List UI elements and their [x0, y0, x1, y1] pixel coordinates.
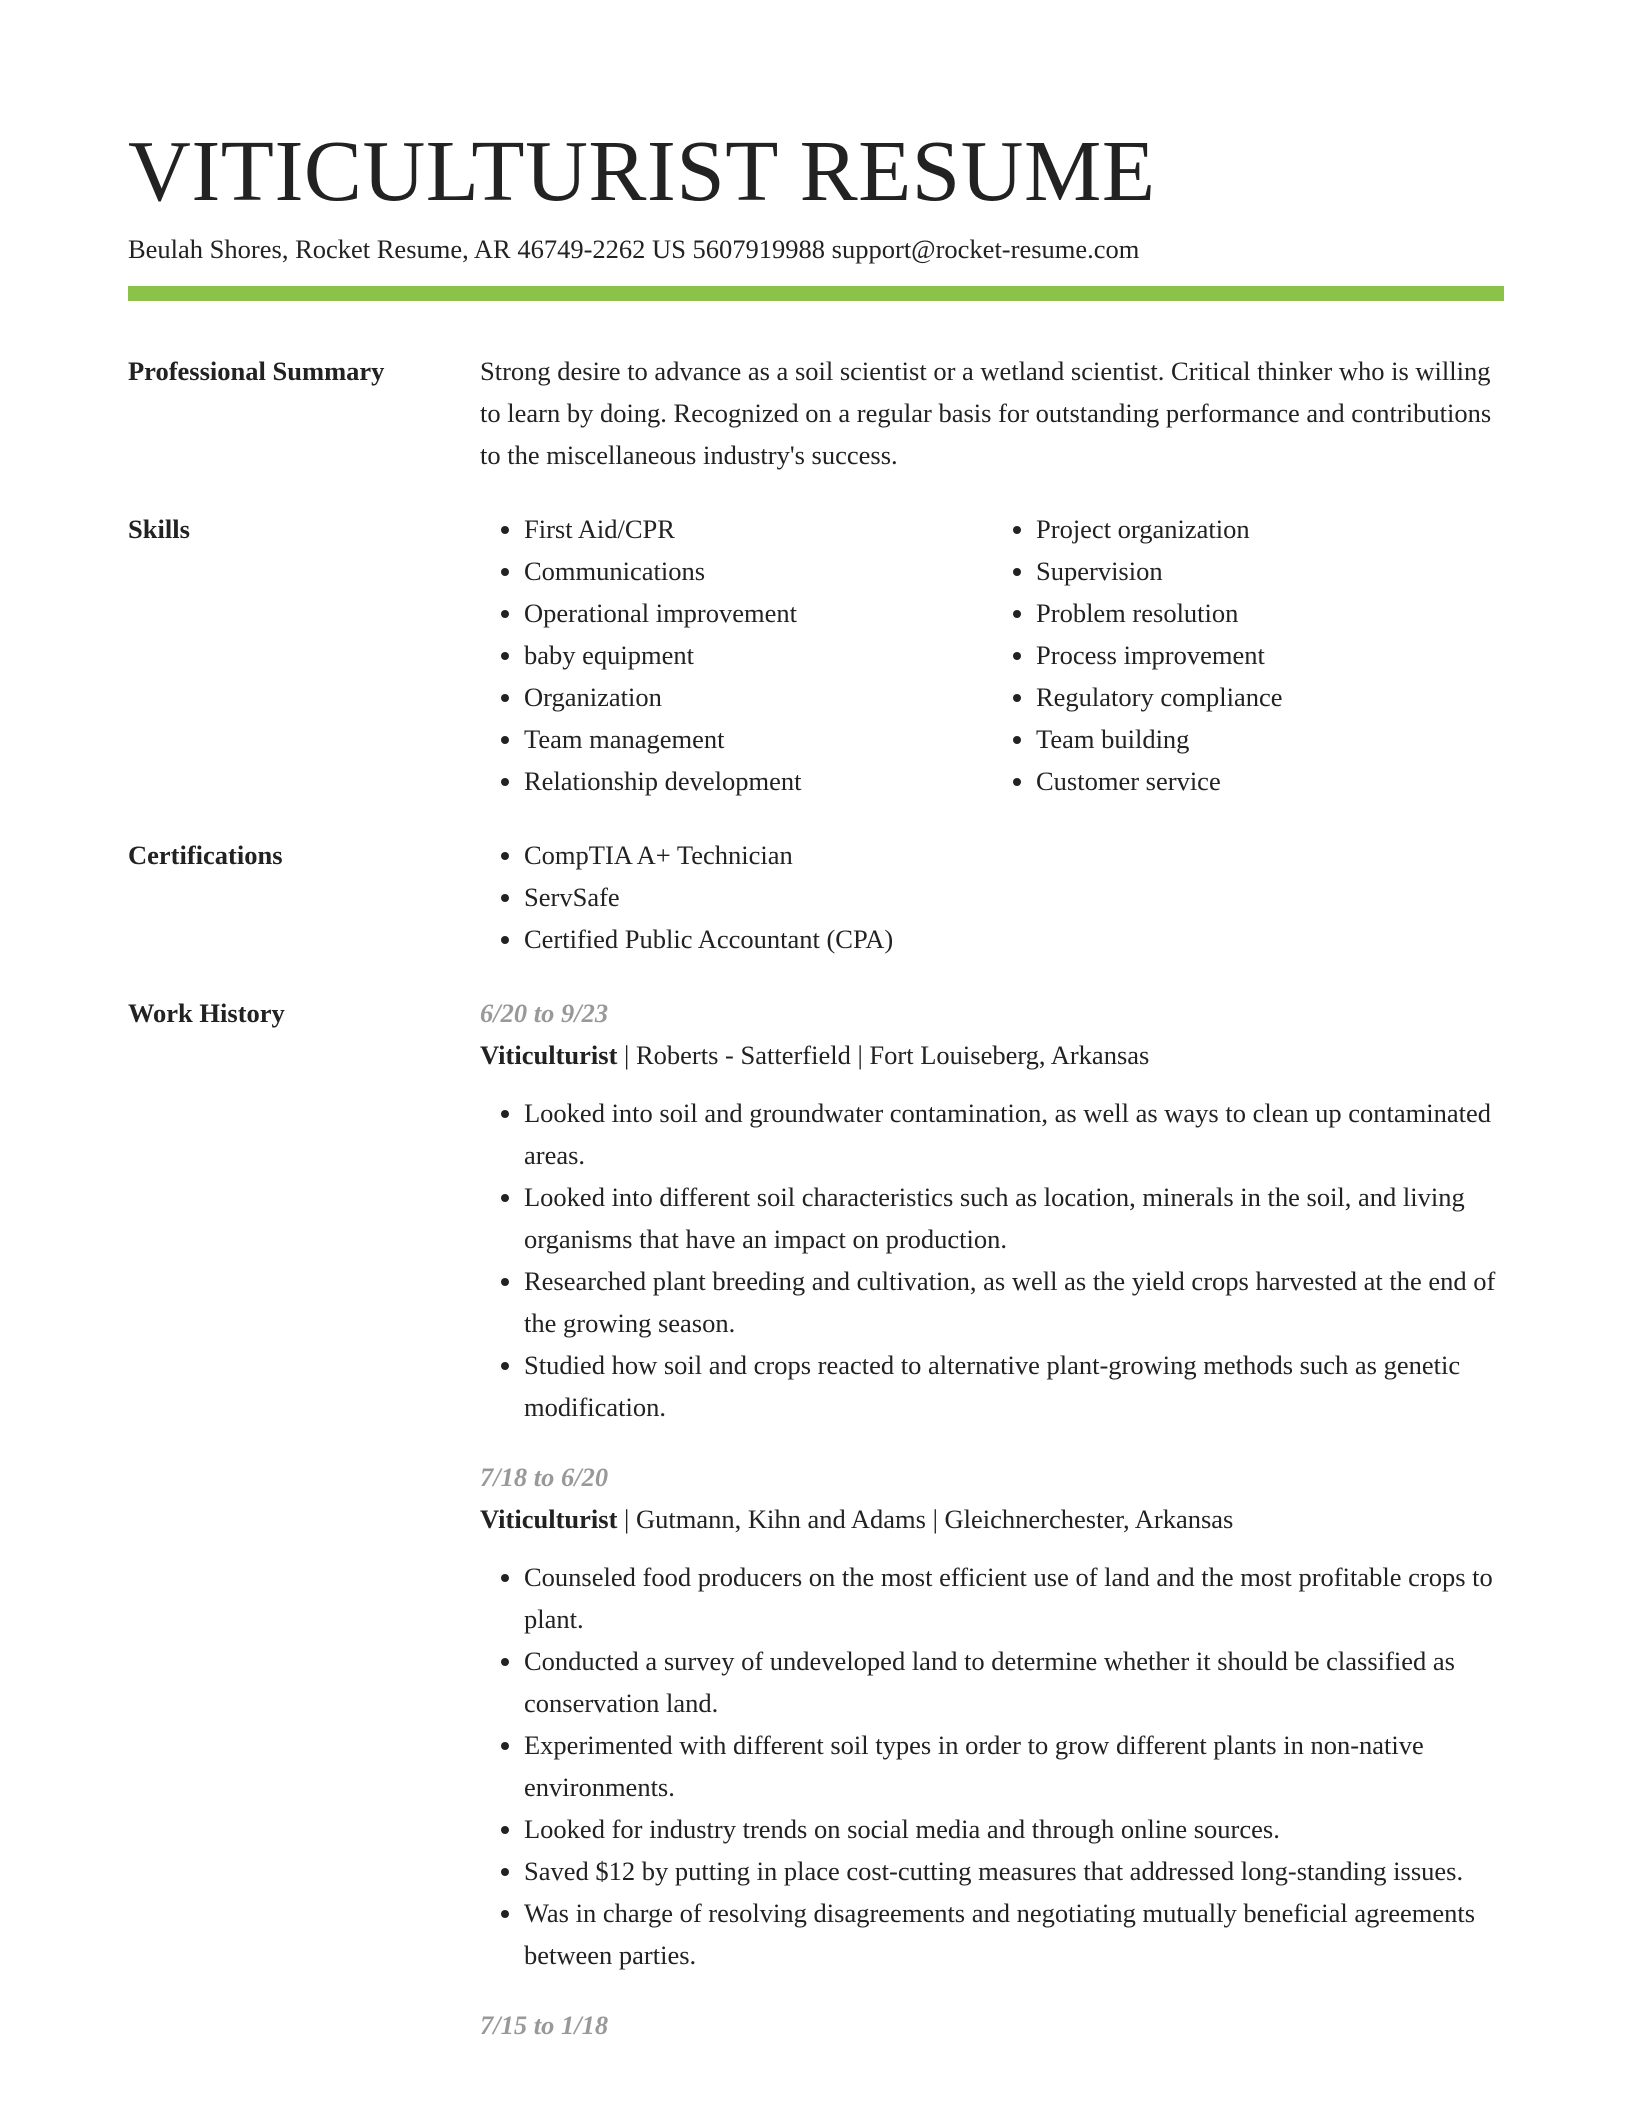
resume-title: VITICULTURIST RESUME	[128, 122, 1156, 219]
job-duties-list	[480, 1556, 1504, 1976]
skill-item: • Supervision	[1036, 550, 1504, 592]
summary-body	[480, 350, 1504, 476]
job-duty: • Looked for industry trends on social media and through online sources.	[524, 1808, 1504, 1850]
skill-item: • Team building	[1036, 718, 1504, 760]
skill-item: • Process improvement	[1036, 634, 1504, 676]
job-entry	[480, 992, 1504, 1428]
work-history-label: Work History	[128, 998, 285, 1028]
skill-item: • Problem resolution	[1036, 592, 1504, 634]
job-dates: 7/15 to 1/18	[480, 2010, 609, 2040]
skills-body	[480, 508, 1504, 802]
job-duty: • Counseled food producers on the most efficient use of land and the most profitable crops to plant.	[524, 1556, 1504, 1640]
certification-item: • CompTIA A+ Technician	[524, 834, 1504, 876]
skill-item: • Project organization	[1036, 508, 1504, 550]
skills-list-left	[480, 508, 992, 802]
skill-item: • Team management	[524, 718, 992, 760]
job-duty: • Experimented with different soil types in order to grow different plants in non-native environments.	[524, 1724, 1504, 1808]
skill-item: • Communications	[524, 550, 992, 592]
certifications-list	[480, 834, 1504, 960]
certifications-body	[480, 834, 1504, 960]
work-history-body	[480, 992, 1504, 2074]
job-heading	[480, 1034, 1504, 1076]
header-accent-bar	[128, 286, 1504, 301]
contact-line: Beulah Shores, Rocket Resume, AR 46749-2262 US 5607919988 support@rocket-resume.com	[128, 234, 1140, 264]
job-dates: 6/20 to 9/23	[480, 998, 609, 1028]
job-duties-list	[480, 1092, 1504, 1428]
job-dates: 7/18 to 6/20	[480, 1462, 609, 1492]
job-details: | Roberts - Satterfield | Fort Louiseberg, Arkansas	[617, 1040, 1150, 1070]
skill-item: • Operational improvement	[524, 592, 992, 634]
skill-item: • Regulatory compliance	[1036, 676, 1504, 718]
job-duty: • Saved $12 by putting in place cost-cutting measures that addressed long-standing issues.	[524, 1850, 1504, 1892]
job-duty: • Conducted a survey of undeveloped land to determine whether it should be classified as conservation land.	[524, 1640, 1504, 1724]
summary-text: Strong desire to advance as a soil scientist or a wetland scientist. Critical thinker who is willing to learn by doing. Recognized on a regular basis for outstanding performance and contributions to the miscellaneous industry's success.	[480, 356, 1492, 470]
job-title: Viticulturist	[480, 1504, 618, 1534]
skill-item: • Relationship development	[524, 760, 992, 802]
skill-item: • Customer service	[1036, 760, 1504, 802]
summary-label: Professional Summary	[128, 356, 385, 386]
job-duty: • Looked into different soil characteristics such as location, minerals in the soil, and living organisms that have an impact on production.	[524, 1176, 1504, 1260]
skills-label: Skills	[128, 514, 190, 544]
certification-item: • ServSafe	[524, 876, 1504, 918]
skill-item: • Organization	[524, 676, 992, 718]
job-duty: • Looked into soil and groundwater contamination, as well as ways to clean up contaminated areas.	[524, 1092, 1504, 1176]
certifications-label: Certifications	[128, 840, 283, 870]
job-heading	[480, 1498, 1504, 1540]
job-duty: • Studied how soil and crops reacted to alternative plant-growing methods such as genetic modification.	[524, 1344, 1504, 1428]
skill-item: • baby equipment	[524, 634, 992, 676]
certification-item: • Certified Public Accountant (CPA)	[524, 918, 1504, 960]
job-details: | Gutmann, Kihn and Adams | Gleichnerchester, Arkansas	[617, 1504, 1234, 1534]
job-title: Viticulturist	[480, 1040, 618, 1070]
job-duty: • Researched plant breeding and cultivation, as well as the yield crops harvested at the end of the growing season.	[524, 1260, 1504, 1344]
job-duty: • Was in charge of resolving disagreements and negotiating mutually beneficial agreements between parties.	[524, 1892, 1504, 1976]
job-entry	[480, 2004, 1504, 2046]
skills-list-right	[992, 508, 1504, 802]
job-entry	[480, 1456, 1504, 1976]
skill-item: • First Aid/CPR	[524, 508, 992, 550]
